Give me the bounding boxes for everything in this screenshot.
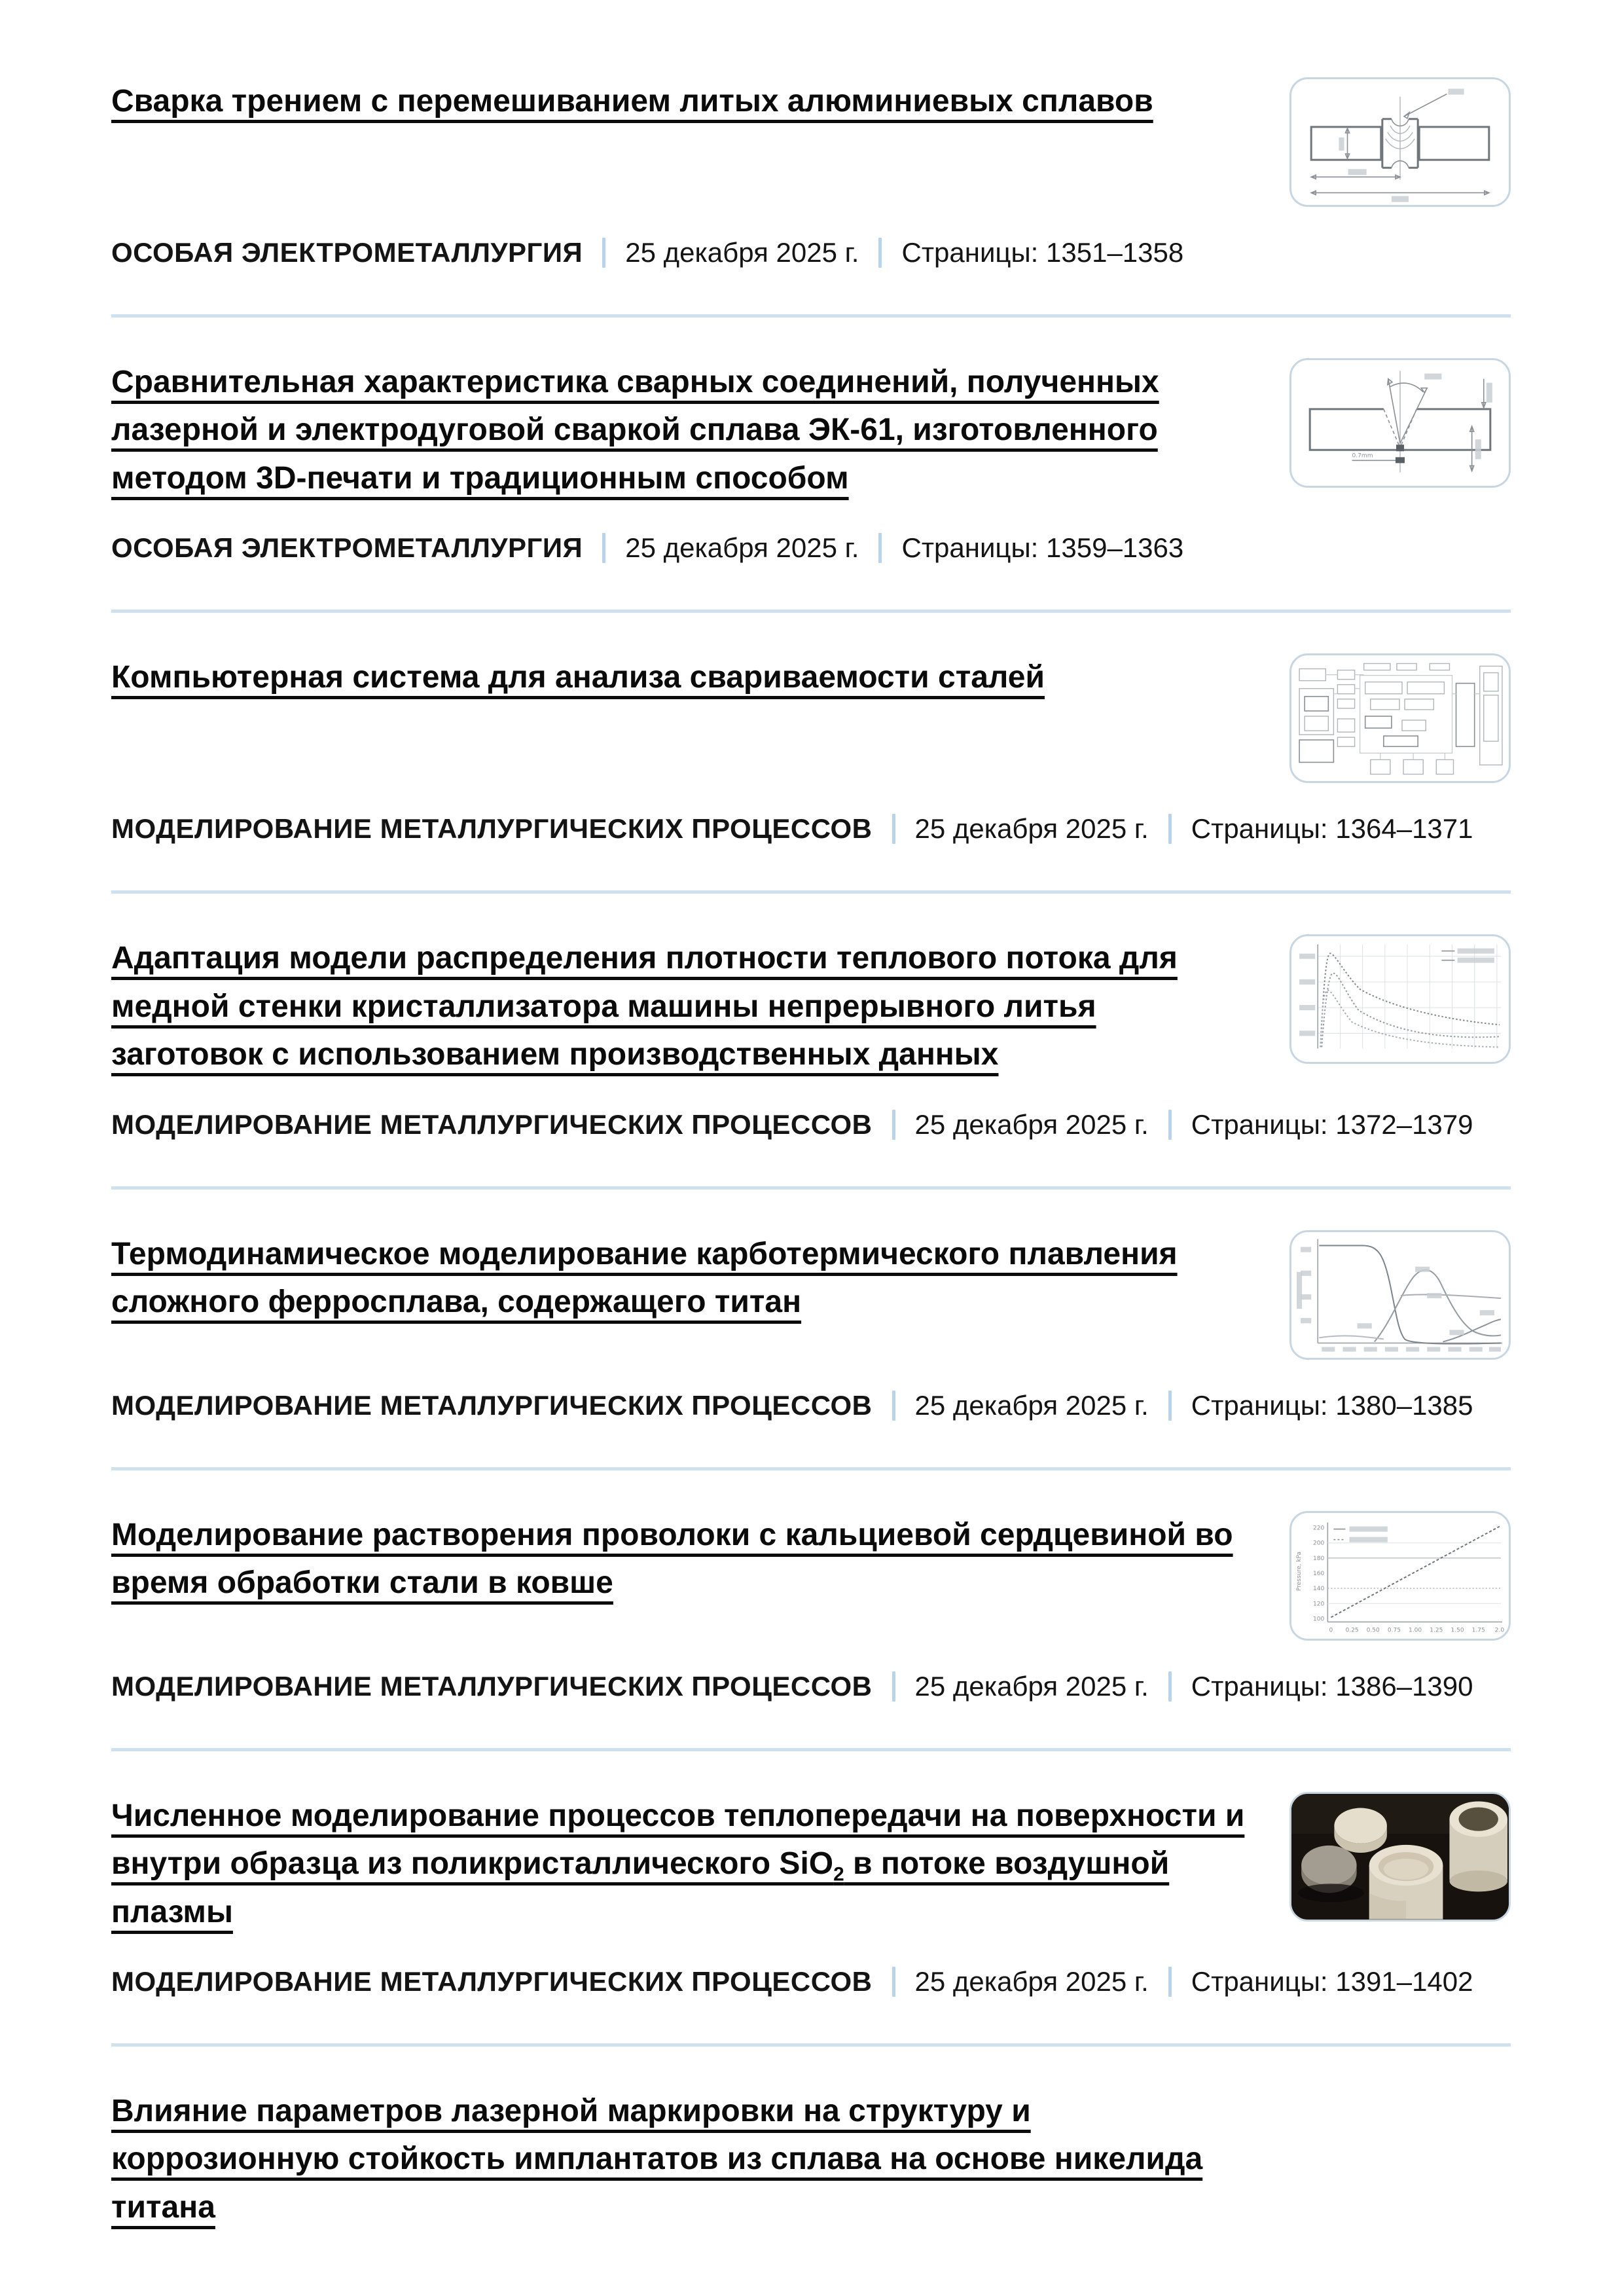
article-meta	[111, 1109, 1511, 1140]
thumb-xtick: 1.00	[1409, 1627, 1422, 1634]
article-meta	[111, 813, 1511, 845]
article-entry	[111, 1751, 1511, 2043]
meta-divider	[1168, 1967, 1172, 1997]
thumb-ytick: 160	[1313, 1570, 1325, 1577]
category-label: ОСОБАЯ ЭЛЕКТРОМЕТАЛЛУРГИЯ	[111, 237, 583, 268]
article-entry	[111, 613, 1511, 890]
heat-flux-decay-chart	[1291, 936, 1509, 1062]
pressure-line-chart	[1291, 1513, 1509, 1639]
title-text: в потоке воздушной плазмы	[111, 1846, 1170, 1929]
meta-divider	[602, 533, 605, 563]
category-label: ОСОБАЯ ЭЛЕКТРОМЕТАЛЛУРГИЯ	[111, 532, 583, 564]
article-title-link[interactable]: Термодинамическое моделирование карботермического плавления сложного ферросплава, содержащего титан	[111, 1236, 1178, 1320]
ceramic-samples-photo	[1291, 1794, 1509, 1920]
thumb-xtick: 0.75	[1387, 1627, 1401, 1634]
meta-divider	[1168, 1391, 1172, 1421]
meta-divider	[892, 1110, 895, 1140]
page-range: Страницы: 1380–1385	[1191, 1389, 1473, 1421]
thumb-ylabel: Pressure, kPa	[1296, 1551, 1303, 1591]
publish-date: 25 декабря 2025 г.	[914, 1108, 1149, 1140]
article-entry	[111, 894, 1511, 1186]
meta-divider	[878, 533, 882, 563]
meta-divider	[892, 1967, 895, 1997]
article-title	[111, 653, 1250, 701]
article-meta	[111, 237, 1511, 268]
thumb-ytick: 200	[1313, 1540, 1325, 1547]
category-label: МОДЕЛИРОВАНИЕ МЕТАЛЛУРГИЧЕСКИХ ПРОЦЕССОВ	[111, 1108, 873, 1140]
weld-specimen-drawing	[1291, 79, 1509, 205]
article-entry	[111, 1190, 1511, 1467]
thumb-xtick: 0	[1329, 1627, 1333, 1634]
meta-divider	[602, 238, 605, 268]
meta-divider	[1168, 814, 1172, 844]
article-entry	[111, 1470, 1511, 1748]
article-title	[111, 1792, 1250, 1936]
article-meta	[111, 532, 1511, 564]
publish-date: 25 декабря 2025 г.	[914, 1670, 1149, 1702]
meta-divider	[878, 238, 882, 268]
page-range: Страницы: 1364–1371	[1191, 813, 1473, 845]
category-label: МОДЕЛИРОВАНИЕ МЕТАЛЛУРГИЧЕСКИХ ПРОЦЕССОВ	[111, 813, 873, 845]
page-range: Страницы: 1391–1402	[1191, 1965, 1473, 1997]
software-block-diagram	[1291, 655, 1509, 781]
meta-divider	[1168, 1671, 1172, 1702]
article-title	[111, 2087, 1263, 2231]
publish-date: 25 декабря 2025 г.	[914, 1965, 1149, 1997]
page-range: Страницы: 1359–1363	[901, 532, 1184, 564]
thumb-ytick: 220	[1313, 1525, 1325, 1532]
article-entry	[111, 2047, 1511, 2277]
article-title	[111, 1511, 1250, 1607]
category-label: МОДЕЛИРОВАНИЕ МЕТАЛЛУРГИЧЕСКИХ ПРОЦЕССОВ	[111, 1389, 873, 1421]
meta-divider	[892, 1671, 895, 1702]
article-title	[111, 77, 1250, 125]
article-title-link[interactable]: Влияние параметров лазерной маркировки на структуру и коррозионную стойкость имплантатов из сплава на основе никелида титана	[111, 2093, 1203, 2225]
thumb-ytick: 180	[1313, 1555, 1325, 1562]
v-groove-weld-drawing	[1291, 360, 1509, 486]
article-title-link[interactable]	[111, 1798, 1244, 1929]
thumb-xtick: 0.50	[1366, 1627, 1380, 1634]
article-entry	[111, 37, 1511, 314]
article-title-link[interactable]: Моделирование растворения проволоки с кальциевой сердцевиной во время обработки стали в ковше	[111, 1517, 1233, 1601]
page-range: Страницы: 1386–1390	[1191, 1670, 1473, 1702]
thumb-ytick: 100	[1313, 1616, 1325, 1623]
publish-date: 25 декабря 2025 г.	[625, 237, 859, 268]
thumb-xtick: 1.25	[1430, 1627, 1443, 1634]
article-thumbnail-link[interactable]	[1289, 77, 1511, 207]
article-meta	[111, 1390, 1511, 1421]
thumb-xtick: 1.75	[1471, 1627, 1485, 1634]
article-title-link[interactable]: Компьютерная система для анализа свариваемости сталей	[111, 660, 1045, 695]
phase-amount-curves-chart	[1291, 1232, 1509, 1358]
thumb-xtick: 0.25	[1345, 1627, 1359, 1634]
meta-divider	[1168, 1110, 1172, 1140]
thumb-dimension-label: 0.7mm	[1352, 452, 1373, 460]
page-range: Страницы: 1372–1379	[1191, 1108, 1473, 1140]
article-meta	[111, 1671, 1511, 1702]
article-title	[111, 358, 1250, 502]
meta-divider	[892, 814, 895, 844]
article-title-link[interactable]: Сварка трением с перемешиванием литых алюминиевых сплавов	[111, 84, 1153, 118]
article-meta	[111, 1966, 1511, 1997]
meta-divider	[892, 1391, 895, 1421]
category-label: МОДЕЛИРОВАНИЕ МЕТАЛЛУРГИЧЕСКИХ ПРОЦЕССОВ	[111, 1965, 873, 1997]
article-title	[111, 934, 1250, 1078]
article-thumbnail-link[interactable]	[1289, 934, 1511, 1064]
article-title-link[interactable]: Адаптация модели распределения плотности теплового потока для медной стенки кристаллизатора машины непрерывного литья заготовок с использованием производственных данных	[111, 941, 1178, 1072]
publish-date: 25 декабря 2025 г.	[914, 813, 1149, 845]
article-title	[111, 1230, 1250, 1326]
publish-date: 25 декабря 2025 г.	[625, 532, 859, 564]
thumb-xtick: 1.50	[1451, 1627, 1464, 1634]
category-label: МОДЕЛИРОВАНИЕ МЕТАЛЛУРГИЧЕСКИХ ПРОЦЕССОВ	[111, 1670, 873, 1702]
article-thumbnail-link[interactable]	[1289, 653, 1511, 783]
page-range: Страницы: 1351–1358	[901, 237, 1184, 268]
article-entry	[111, 318, 1511, 610]
article-thumbnail-link[interactable]	[1289, 1792, 1511, 1922]
article-title-link[interactable]: Сравнительная характеристика сварных соединений, полученных лазерной и электродуговой сваркой сплава ЭК-61, изготовленного методом 3D-печати и традиционным способом	[111, 365, 1159, 496]
article-thumbnail-link[interactable]	[1289, 358, 1511, 488]
article-thumbnail-link[interactable]	[1289, 1230, 1511, 1360]
publish-date: 25 декабря 2025 г.	[914, 1389, 1149, 1421]
thumb-ytick: 140	[1313, 1585, 1325, 1592]
title-subscript: 2	[833, 1863, 844, 1886]
article-thumbnail-link[interactable]	[1289, 1511, 1511, 1641]
thumb-ytick: 120	[1313, 1600, 1325, 1607]
title-text: Численное моделирование процессов теплопередачи на поверхности и внутри образца из поликристаллического SiO	[111, 1798, 1245, 1882]
thumb-xtick: 2.0	[1494, 1627, 1505, 1634]
